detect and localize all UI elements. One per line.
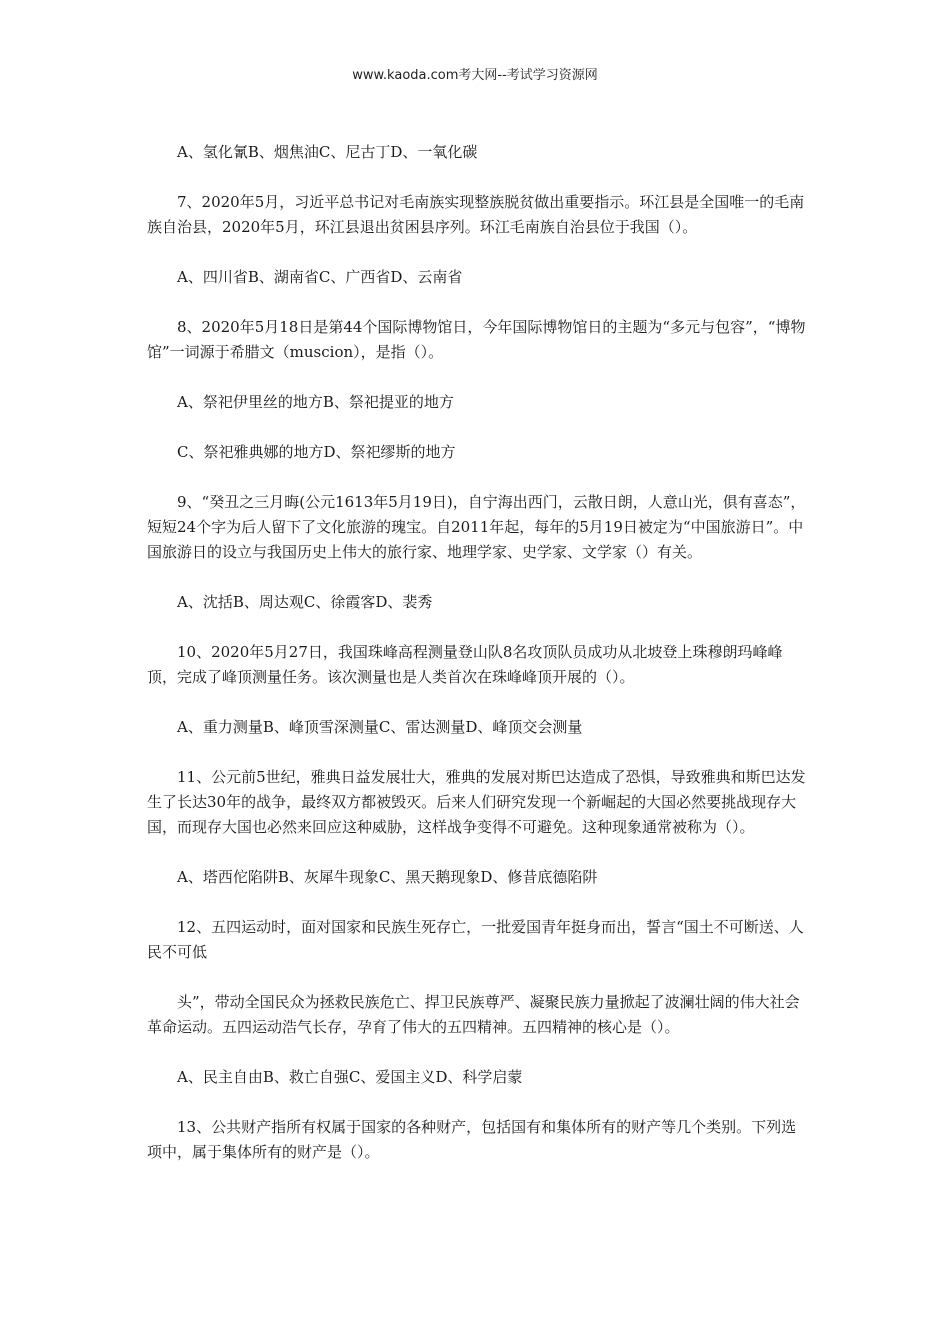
options-q10: A、重力测量B、峰顶雪深测量C、雷达测量D、峰顶交会测量 [177,718,583,736]
options-q12: A、民主自由B、救亡自强C、爱国主义D、科学启蒙 [177,1068,523,1086]
question-12-part1: 12、五四运动时，面对国家和民族生死存亡，一批爱国青年挺身而出，誓言“国土不可断送、人民不可低 [147,918,804,961]
options-q9: A、沈括B、周达观C、徐霞客D、裴秀 [177,593,433,611]
question-7: 7、2020年5月，习近平总书记对毛南族实现整族脱贫做出重要指示。环江县是全国唯一的毛南族自治县，2020年5月，环江县退出贫困县序列。环江毛南族自治县位于我国（）。 [147,193,805,236]
question-8: 8、2020年5月18日是第44个国际博物馆日，今年国际博物馆日的主题为“多元与包容”，“博物馆”一词源于希腊文（muscion），是指（）。 [147,318,806,361]
options-q8-ab: A、祭祀伊里丝的地方B、祭祀提亚的地方 [177,393,454,411]
header-site-title: 考大网--考试学习资源网 [458,68,598,83]
options-q11: A、塔西佗陷阱B、灰犀牛现象C、黑天鹅现象D、修昔底德陷阱 [177,868,598,886]
question-10: 10、2020年5月27日，我国珠峰高程测量登山队8名攻顶队员成功从北坡登上珠穆朗玛峰峰顶，完成了峰顶测量任务。该次测量也是人类首次在珠峰峰顶开展的（）。 [147,643,783,686]
question-11: 11、公元前5世纪，雅典日益发展壮大，雅典的发展对斯巴达造成了恐惧，导致雅典和斯巴达发生了长达30年的战争，最终双方都被毁灭。后来人们研究发现一个新崛起的大国必然要挑战现存大国，而现存大国也必然来回应这种威胁，这样战争变得不可避免。这种现象通常被称为（）。 [147,768,806,836]
question-9: 9、“癸丑之三月晦(公元1613年5月19日)，自宁海出西门，云散日朗，人意山光，俱有喜态”，短短24个字为后人留下了文化旅游的瑰宝。自2011年起，每年的5月19日被定为“中国旅游日”。中国旅游日的设立与我国历史上伟大的旅行家、地理学家、史学家、文学家（）有关。 [147,493,806,561]
page-header [0,64,950,83]
question-13: 13、公共财产指所有权属于国家的各种财产，包括国有和集体所有的财产等几个类别。下列选项中，属于集体所有的财产是（）。 [147,1118,797,1161]
question-12-part2: 头”，带动全国民众为拯救民族危亡、捍卫民族尊严、凝聚民族力量掀起了波澜壮阔的伟大社会革命运动。五四运动浩气长存，孕育了伟大的五四精神。五四精神的核心是（）。 [147,993,800,1036]
options-q8-cd: C、祭祀雅典娜的地方D、祭祀缪斯的地方 [177,443,456,461]
options-q7: A、四川省B、湖南省C、广西省D、云南省 [177,268,463,286]
header-site-link[interactable]: www.kaoda.com [352,68,459,83]
options-q6: A、氢化氰B、烟焦油C、尼古丁D、一氧化碳 [177,143,478,161]
document-body [147,140,807,1165]
